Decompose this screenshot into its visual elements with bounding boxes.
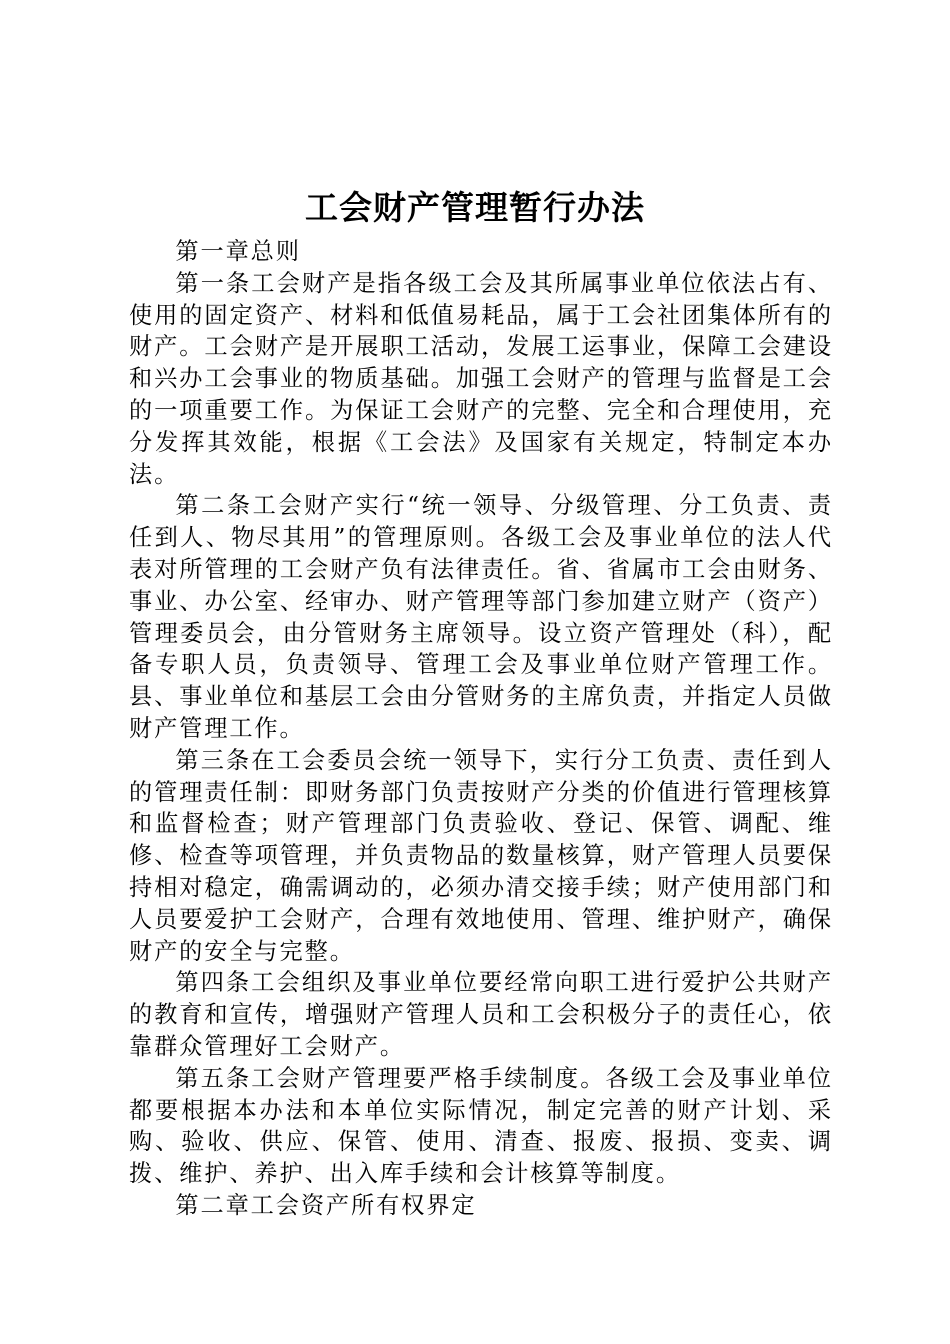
chapter-heading: 第二章工会资产所有权界定 bbox=[175, 1191, 477, 1219]
document-title: 工会财产管理暂行办法 bbox=[305, 188, 645, 227]
article-paragraph: 第五条工会财产管理要严格手续制度。各级工会及事业单位都要根据本办法和本单位实际情况，制定完善的财产计划、采购、验收、供应、保管、使用、清查、报废、报损、变卖、调拨、维护、养护、出入库手续和会计核算等制度。 bbox=[129, 1064, 833, 1188]
chapter-heading: 第一章总则 bbox=[175, 238, 301, 265]
article-paragraph: 第二条工会财产实行“统一领导、分级管理、分工负责、责任到人、物尽其用”的管理原则。各级工会及事业单位的法人代表对所管理的工会财产负有法律责任。省、省属市工会由财务、事业、办公室、经审办、财产管理等部门参加建立财产（资产）管理委员会，由分管财务主席领导。设立资产管理处（科），配备专职人员，负责领导、管理工会及事业单位财产管理工作。县、事业单位和基层工会由分管财务的主席负责，并指定人员做财产管理工作。 bbox=[129, 492, 833, 742]
article-paragraph: 第一条工会财产是指各级工会及其所属事业单位依法占有、使用的固定资产、材料和低值易耗品，属于工会社团集体所有的财产。工会财产是开展职工活动，发展工运事业，保障工会建设和兴办工会事业的物质基础。加强工会财产的管理与监督是工会的一项重要工作。为保证工会财产的完整、完全和合理使用，充分发挥其效能，根据《工会法》及国家有关规定，特制定本办法。 bbox=[129, 269, 833, 488]
article-paragraph: 第三条在工会委员会统一领导下，实行分工负责、责任到人的管理责任制：即财务部门负责按财产分类的价值进行管理核算和监督检查；财产管理部门负责验收、登记、保管、调配、维修、检查等项管理，并负责物品的数量核算，财产管理人员要保持相对稳定，确需调动的，必须办清交接手续；财产使用部门和人员要爱护工会财产，合理有效地使用、管理、维护财产，确保财产的安全与完整。 bbox=[129, 746, 833, 965]
article-paragraph: 第四条工会组织及事业单位要经常向职工进行爱护公共财产的教育和宣传，增强财产管理人员和工会积极分子的责任心，依靠群众管理好工会财产。 bbox=[129, 969, 833, 1060]
document-body bbox=[129, 236, 833, 1222]
